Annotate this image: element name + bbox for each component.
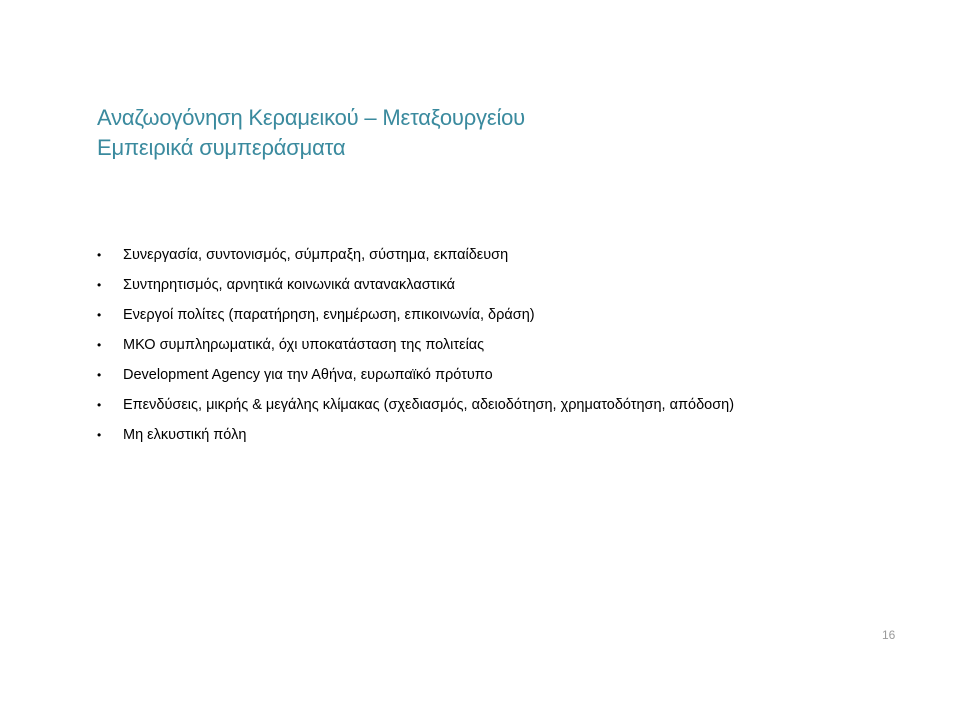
- bullet-item: [97, 390, 817, 420]
- slide-title: [97, 103, 877, 163]
- bullet-icon: •: [97, 368, 102, 382]
- page-number: 16: [882, 628, 896, 642]
- bullet-item: [97, 360, 817, 390]
- bullet-icon: •: [97, 398, 102, 412]
- bullet-text: ΜΚΟ συμπληρωματικά, όχι υποκατάσταση της πολιτείας: [123, 337, 485, 353]
- bullet-item: [97, 420, 817, 450]
- bullet-item: [97, 330, 817, 360]
- bullet-icon: •: [97, 278, 102, 292]
- bullet-text: Συνεργασία, συντονισμός, σύμπραξη, σύστημα, εκπαίδευση: [123, 247, 509, 263]
- bullet-list: [97, 240, 817, 450]
- bullet-icon: •: [97, 308, 102, 322]
- bullet-text: Development Agency για την Αθήνα, ευρωπαϊκό πρότυπο: [123, 367, 493, 383]
- bullet-item: [97, 240, 817, 270]
- bullet-item: [97, 270, 817, 300]
- title-line-1: Αναζωογόνηση Κεραμεικού – Μεταξουργείου: [97, 105, 526, 130]
- bullet-icon: •: [97, 428, 102, 442]
- bullet-text: Ενεργοί πολίτες (παρατήρηση, ενημέρωση, επικοινωνία, δράση): [123, 307, 535, 323]
- title-line-2: Εμπειρικά συμπεράσματα: [97, 135, 346, 160]
- bullet-text: Συντηρητισμός, αρνητικά κοινωνικά αντανακλαστικά: [123, 277, 456, 293]
- bullet-icon: •: [97, 338, 102, 352]
- bullet-item: [97, 300, 817, 330]
- bullet-text: Επενδύσεις, μικρής & μεγάλης κλίμακας (σχεδιασμός, αδειοδότηση, χρηματοδότηση, απόδοση): [123, 397, 735, 413]
- bullet-text: Μη ελκυστική πόλη: [123, 427, 247, 443]
- bullet-icon: •: [97, 248, 102, 262]
